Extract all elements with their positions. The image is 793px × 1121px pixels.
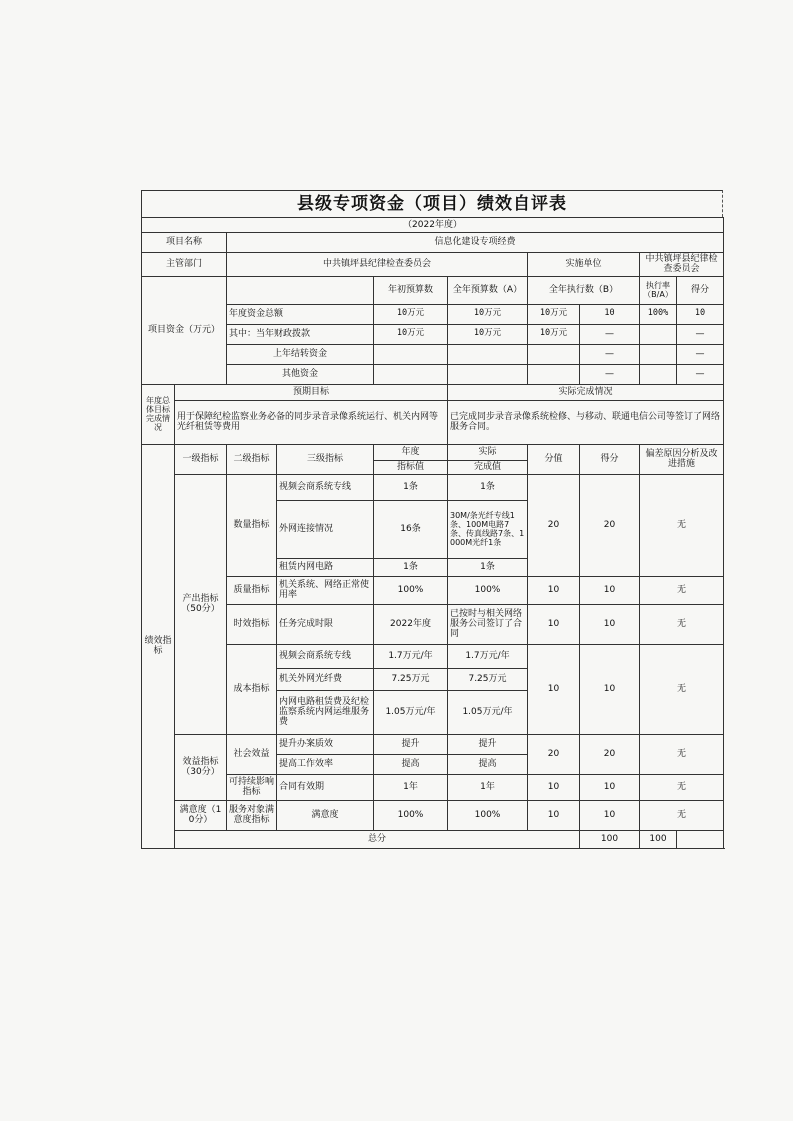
funds-other-exec	[528, 364, 580, 384]
sustain-target: 1年	[374, 774, 448, 800]
funds-fiscal-dash-2: —	[677, 324, 724, 344]
funds-h-score: 得分	[677, 276, 724, 304]
ind-h-actual-bottom: 完成值	[448, 460, 528, 474]
sat-score-value: 10	[528, 800, 580, 830]
quantity-score-value: 20	[528, 474, 580, 576]
goals-expected: 用于保障纪检监察业务必备的同步录音录像系统运行、机关内网等光纤租赁等费用	[175, 400, 448, 444]
q3-target: 1条	[374, 558, 448, 576]
quality-label: 质量指标	[227, 576, 277, 604]
satisfaction-label: 满意度（10分）	[175, 800, 227, 830]
sat-name: 满意度	[277, 800, 374, 830]
impl: 中共镇坪县纪律检查委员会	[640, 253, 724, 277]
sustain-analysis: 无	[640, 774, 724, 800]
project-name-label: 项目名称	[142, 233, 227, 253]
quality-score: 10	[580, 576, 640, 604]
funds-fiscal-initial: 10万元	[374, 324, 448, 344]
sat-analysis: 无	[640, 800, 724, 830]
funds-other-dash-2: —	[677, 364, 724, 384]
time-score-value: 10	[528, 604, 580, 644]
funds-total-exec: 10万元	[528, 304, 580, 324]
funds-other-dash-1: —	[580, 364, 640, 384]
output-label: 产出指标（50分）	[175, 474, 227, 734]
sustain-score-value: 10	[528, 774, 580, 800]
self-evaluation-form	[141, 190, 723, 849]
q2-target: 16条	[374, 500, 448, 558]
c3-target: 1.05万元/年	[374, 690, 448, 734]
goals-actual: 已完成同步录音录像系统检修、与移动、联通电信公司等签订了网络服务合同。	[448, 400, 724, 444]
ind-h-year-bottom: 指标值	[374, 460, 448, 474]
social-score: 20	[580, 734, 640, 774]
funds-blank	[227, 276, 374, 304]
goals-label: 年度总体目标完成情况	[142, 384, 175, 444]
time-label: 时效指标	[227, 604, 277, 644]
cost-label: 成本指标	[227, 644, 277, 734]
ind-h-level1: 一级指标	[175, 444, 227, 474]
dept-label: 主管部门	[142, 253, 227, 277]
impl-label: 实施单位	[528, 253, 640, 277]
funds-h-full: 全年预算数（A）	[448, 276, 528, 304]
c2-name: 机关外网光纤费	[277, 668, 374, 690]
total-label: 总分	[175, 830, 580, 848]
time-name: 任务完成时限	[277, 604, 374, 644]
funds-carry-label: 上年结转资金	[227, 344, 374, 364]
sustain-name: 合同有效期	[277, 774, 374, 800]
social-label: 社会效益	[227, 734, 277, 774]
s2-actual: 提高	[448, 754, 528, 774]
social-score-value: 20	[528, 734, 580, 774]
q3-actual: 1条	[448, 558, 528, 576]
time-actual: 已按时与相关网络服务公司签订了合同	[448, 604, 528, 644]
ind-h-score-value: 分值	[528, 444, 580, 474]
funds-total-full: 10万元	[448, 304, 528, 324]
q1-name: 视频会商系统专线	[277, 474, 374, 500]
goals-expected-label: 预期目标	[175, 384, 448, 400]
sustain-score: 10	[580, 774, 640, 800]
s1-actual: 提升	[448, 734, 528, 754]
c1-name: 视频会商系统专线	[277, 644, 374, 668]
quality-score-value: 10	[528, 576, 580, 604]
s2-target: 提高	[374, 754, 448, 774]
year-row: （2022年度）	[142, 218, 724, 233]
c3-name: 内网电路租赁费及纪检监察系统内网运维服务费	[277, 690, 374, 734]
cost-score: 10	[580, 644, 640, 734]
sat-score: 10	[580, 800, 640, 830]
quantity-score: 20	[580, 474, 640, 576]
ind-h-actual-top: 实际	[448, 444, 528, 460]
funds-other-full	[448, 364, 528, 384]
dept: 中共镇坪县纪律检查委员会	[227, 253, 528, 277]
funds-h-initial: 年初预算数	[374, 276, 448, 304]
time-analysis: 无	[640, 604, 724, 644]
funds-h-rate: 执行率（B/A）	[640, 276, 677, 304]
funds-fiscal-label: 其中：当年财政拨款	[227, 324, 374, 344]
funds-total-score: 10	[677, 304, 724, 324]
funds-carry-blank	[640, 344, 677, 364]
q3-name: 租赁内网电路	[277, 558, 374, 576]
quality-analysis: 无	[640, 576, 724, 604]
evaluation-table	[141, 217, 724, 849]
ind-h-year-top: 年度	[374, 444, 448, 460]
c2-actual: 7.25万元	[448, 668, 528, 690]
q1-actual: 1条	[448, 474, 528, 500]
funds-other-label: 其他资金	[227, 364, 374, 384]
ind-h-level3: 三级指标	[277, 444, 374, 474]
funds-carry-full	[448, 344, 528, 364]
ind-h-level2: 二级指标	[227, 444, 277, 474]
time-target: 2022年度	[374, 604, 448, 644]
quality-target: 100%	[374, 576, 448, 604]
q2-actual: 30M/条光纤专线1条、100M电路7条、传真线路7条、1000M光纤1条	[448, 500, 528, 558]
funds-total-rate: 100%	[640, 304, 677, 324]
funds-h-exec: 全年执行数（B）	[528, 276, 640, 304]
q2-name: 外网连接情况	[277, 500, 374, 558]
cost-analysis: 无	[640, 644, 724, 734]
form-title: 县级专项资金（项目）绩效自评表	[141, 190, 723, 217]
c1-target: 1.7万元/年	[374, 644, 448, 668]
funds-label: 项目资金（万元）	[142, 276, 227, 384]
quality-name: 机关系统、网络正常使用率	[277, 576, 374, 604]
total-blank	[677, 830, 724, 848]
c3-actual: 1.05万元/年	[448, 690, 528, 734]
s1-target: 提升	[374, 734, 448, 754]
c2-target: 7.25万元	[374, 668, 448, 690]
goals-actual-label: 实际完成情况	[448, 384, 724, 400]
funds-other-blank	[640, 364, 677, 384]
ind-h-score: 得分	[580, 444, 640, 474]
funds-carry-dash-1: —	[580, 344, 640, 364]
project-name: 信息化建设专项经费	[227, 233, 724, 253]
funds-fiscal-full: 10万元	[448, 324, 528, 344]
funds-carry-initial	[374, 344, 448, 364]
sustain-actual: 1年	[448, 774, 528, 800]
social-analysis: 无	[640, 734, 724, 774]
indicators-label: 绩效指标	[142, 444, 175, 848]
funds-fiscal-dash-1: —	[580, 324, 640, 344]
funds-other-initial	[374, 364, 448, 384]
s1-name: 提升办案质效	[277, 734, 374, 754]
quantity-analysis: 无	[640, 474, 724, 576]
s2-name: 提高工作效率	[277, 754, 374, 774]
funds-fiscal-exec: 10万元	[528, 324, 580, 344]
sat-level2: 服务对象满意度指标	[227, 800, 277, 830]
sat-target: 100%	[374, 800, 448, 830]
funds-total-label: 年度资金总额	[227, 304, 374, 324]
cost-score-value: 10	[528, 644, 580, 734]
total-score: 100	[640, 830, 677, 848]
funds-fiscal-blank	[640, 324, 677, 344]
total-score-value: 100	[580, 830, 640, 848]
quantity-label: 数量指标	[227, 474, 277, 576]
sustain-label: 可持续影响指标	[227, 774, 277, 800]
sat-actual: 100%	[448, 800, 528, 830]
funds-carry-exec	[528, 344, 580, 364]
time-score: 10	[580, 604, 640, 644]
c1-actual: 1.7万元/年	[448, 644, 528, 668]
quality-actual: 100%	[448, 576, 528, 604]
q1-target: 1条	[374, 474, 448, 500]
funds-total-initial: 10万元	[374, 304, 448, 324]
funds-carry-dash-2: —	[677, 344, 724, 364]
funds-total-score-value: 10	[580, 304, 640, 324]
ind-h-analysis: 偏差原因分析及改进措施	[640, 444, 724, 474]
benefit-label: 效益指标（30分）	[175, 734, 227, 800]
